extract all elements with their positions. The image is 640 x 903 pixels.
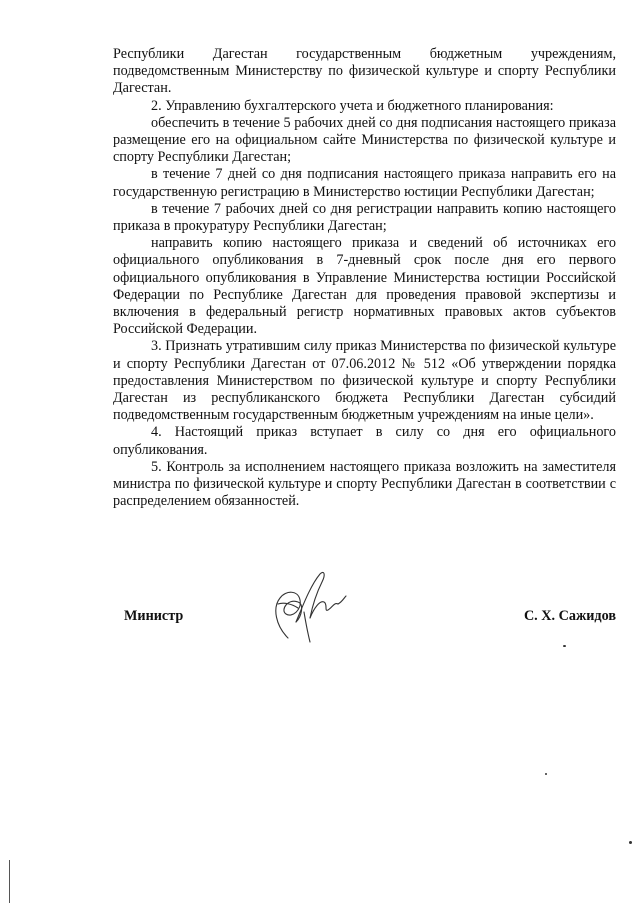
paragraph-item-5: 5. Контроль за исполнением настоящего приказа возложить на заместителя министра по физической культуре и спорту Республики Дагестан в соответствии с распределением обязанностей.	[113, 458, 616, 510]
signatory-name: С. Х. Сажидов	[523, 608, 616, 624]
handwritten-signature-icon	[258, 568, 350, 650]
scan-speck	[629, 841, 632, 844]
signature-block	[124, 608, 616, 632]
scan-speck	[545, 773, 547, 775]
paragraph-item-2-prosecutor: в течение 7 рабочих дней со дня регистрации направить копию настоящего приказа в прокуратуру Республики Дагестан;	[113, 200, 616, 235]
signatory-title: Министр	[124, 608, 184, 624]
paragraph-item-4: 4. Настоящий приказ вступает в силу со дня его официального опубликования.	[113, 424, 616, 458]
paragraph-item-2-federal-register: направить копию настоящего приказа и сведений об источниках его официального опубликования в 7-дневный срок после дня его первого официального опубликования в Управление Министерства юстиции Российской Федерации по Республике Дагестан для проведения правовой экспертизы и включения в федеральный регистр нормативных правовых актов субъектов Российской Федерации.	[113, 235, 616, 338]
scan-edge-line	[9, 860, 10, 903]
paragraph-continuation: Республики Дагестан государственным бюджетным учреждениям, подведомственным Министерству по физической культуре и спорту Республики Дагестан.	[113, 46, 616, 97]
paragraph-item-2: 2. Управлению бухгалтерского учета и бюджетного планирования:	[151, 97, 554, 114]
document-body	[113, 46, 616, 510]
scan-speck	[563, 645, 566, 647]
paragraph-item-2-registration: в течение 7 дней со дня подписания настоящего приказа направить его на государственную регистрацию в Министерство юстиции Республики Дагестан;	[113, 166, 616, 200]
paragraph-item-2-publish-site: обеспечить в течение 5 рабочих дней со дня подписания настоящего приказа размещение его на официальном сайте Министерства по физической культуре и спорту Республики Дагестан;	[113, 114, 616, 166]
paragraph-item-3: 3. Признать утратившим силу приказ Министерства по физической культуре и спорту Республики Дагестан от 07.06.2012 № 512 «Об утверждении порядка предоставления Министерством по физической культуре и спорту Республики Дагестан из республиканского бюджета Республики Дагестан субсидий подведомственным государственным бюджетным учреждениям на иные цели».	[113, 338, 616, 424]
